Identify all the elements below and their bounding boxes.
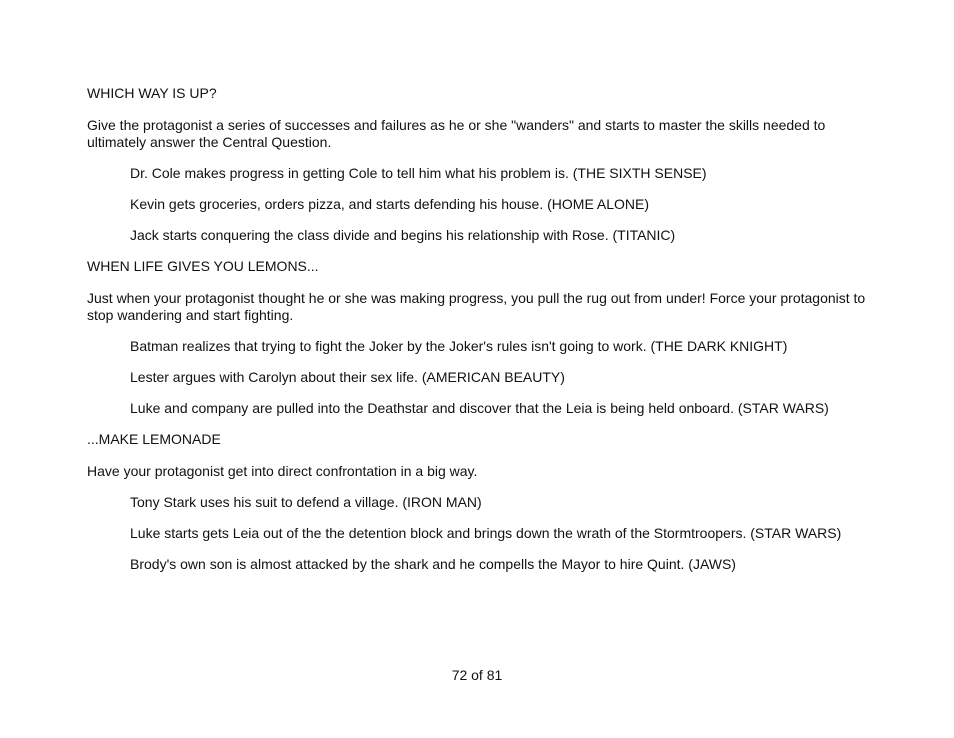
example-item: Luke and company are pulled into the Deathstar and discover that the Leia is being held onboard. (STAR WARS) <box>130 400 829 416</box>
section-when-life-gives-you-lemons <box>87 258 882 417</box>
example-item: Brody's own son is almost attacked by the shark and he compells the Mayor to hire Quint. (JAWS) <box>130 556 736 572</box>
section-heading: WHEN LIFE GIVES YOU LEMONS... <box>87 258 319 274</box>
example-item: Kevin gets groceries, orders pizza, and starts defending his house. (HOME ALONE) <box>130 196 650 212</box>
document-body <box>87 85 882 587</box>
example-item: Jack starts conquering the class divide and begins his relationship with Rose. (TITANIC) <box>130 227 676 243</box>
section-which-way-is-up <box>87 85 882 244</box>
example-item: Dr. Cole makes progress in getting Cole to tell him what his problem is. (THE SIXTH SENSE) <box>130 165 707 181</box>
page-indicator: 72 of 81 <box>451 667 503 683</box>
section-description: Give the protagonist a series of successes and failures as he or she "wanders" and starts to master the skills needed to ultimately answer the Central Question. <box>87 117 826 150</box>
section-description: Just when your protagonist thought he or she was making progress, you pull the rug out from under! Force your protagonist to stop wandering and start fighting. <box>87 290 866 323</box>
section-heading: ...MAKE LEMONADE <box>87 431 221 447</box>
section-make-lemonade <box>87 431 882 573</box>
section-description: Have your protagonist get into direct confrontation in a big way. <box>87 463 478 479</box>
example-item: Luke starts gets Leia out of the the detention block and brings down the wrath of the Stormtroopers. (STAR WARS) <box>130 525 842 541</box>
section-heading: WHICH WAY IS UP? <box>87 85 217 101</box>
example-item: Batman realizes that trying to fight the Joker by the Joker's rules isn't going to work. (THE DARK KNIGHT) <box>130 338 788 354</box>
example-item: Lester argues with Carolyn about their sex life. (AMERICAN BEAUTY) <box>130 369 565 385</box>
example-item: Tony Stark uses his suit to defend a village. (IRON MAN) <box>130 494 482 510</box>
